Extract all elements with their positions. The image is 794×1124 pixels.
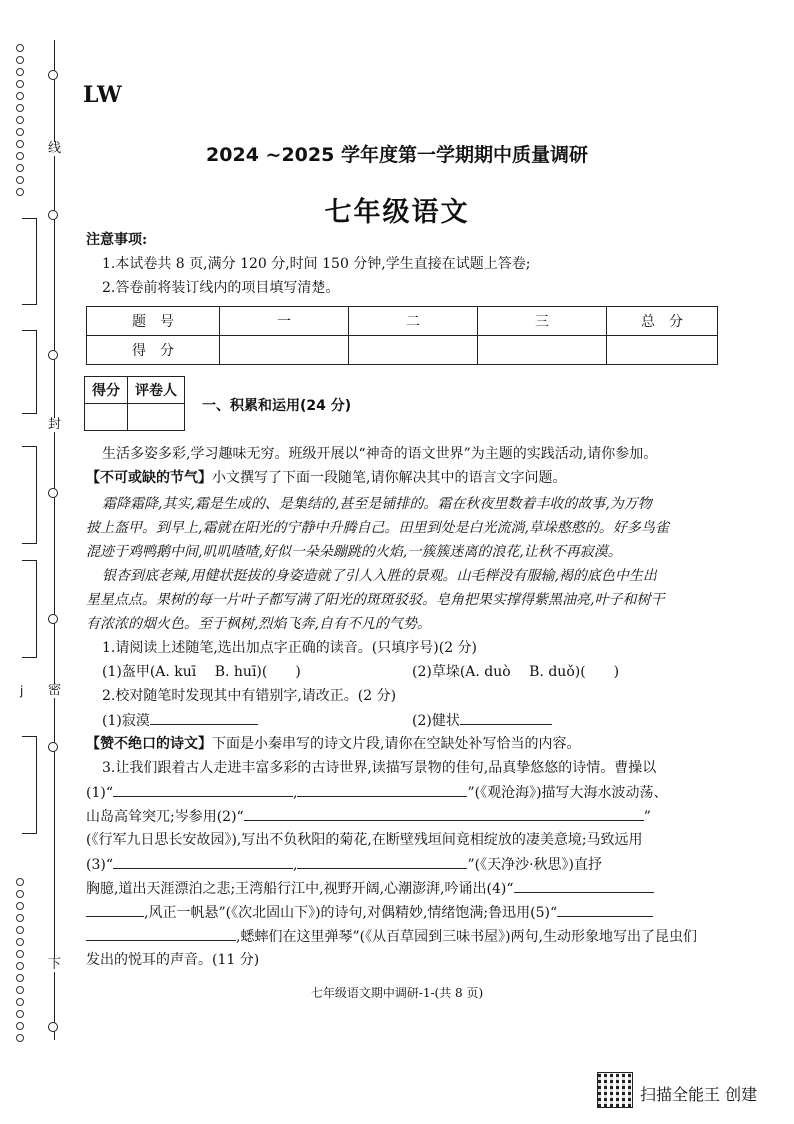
answer-blank[interactable] bbox=[86, 902, 144, 917]
score-cell[interactable] bbox=[607, 336, 718, 365]
binding-field-bracket bbox=[22, 560, 37, 658]
perforation-ring bbox=[16, 1022, 24, 1030]
binding-field-bracket bbox=[22, 218, 37, 305]
binding-mark-feng: 封 bbox=[48, 417, 62, 432]
task-title: 【赞不绝口的诗文】 bbox=[86, 736, 212, 752]
perforation-ring bbox=[16, 116, 24, 124]
score-table-row-label: 得 分 bbox=[87, 336, 220, 365]
page-footer: 七年级语文期中调研-1-(共 8 页) bbox=[310, 986, 484, 1000]
scanner-watermark: 扫描全能王 创建 bbox=[640, 1085, 758, 1104]
question-2-word: (2)健状 bbox=[412, 713, 460, 729]
q3-text: (3)“ bbox=[86, 857, 113, 873]
binding-mark-xian: 线 bbox=[48, 141, 62, 156]
perforation-ring bbox=[16, 176, 24, 184]
essay-line: 星星点点。果树的每一片叶子都写满了阳光的斑斑驳驳。皂角把果实撑得紫黑油亮,叶子和树干 bbox=[86, 592, 665, 608]
binding-field-bracket bbox=[22, 446, 37, 544]
essay-line: 有浓浓的烟火色。至于枫树,烈焰飞奔,自有不凡的气势。 bbox=[86, 616, 431, 632]
q3-text: 山岛高耸突兀;岑参用(2)“ bbox=[86, 809, 244, 825]
question-3-line bbox=[86, 782, 668, 803]
answer-blank[interactable] bbox=[244, 806, 644, 821]
perforation-ring bbox=[16, 902, 24, 910]
binding-field-bracket bbox=[22, 736, 37, 834]
answer-blank[interactable] bbox=[297, 782, 467, 797]
perforation-ring bbox=[16, 890, 24, 898]
perforation-ring bbox=[16, 80, 24, 88]
perforation-ring bbox=[16, 962, 24, 970]
score-table-header-cell: 题 号 bbox=[87, 307, 220, 336]
perforation-ring bbox=[16, 44, 24, 52]
answer-blank[interactable] bbox=[557, 902, 653, 917]
section-intro: 生活多姿多彩,学习趣味无穷。班级开展以“神奇的语文世界”为主题的实践活动,请你参加。 bbox=[102, 446, 658, 462]
binding-dot bbox=[48, 70, 58, 80]
answer-blank[interactable] bbox=[514, 878, 654, 893]
answer-blank[interactable] bbox=[113, 782, 293, 797]
notes-item: 1.本试卷共 8 页,满分 120 分,时间 150 分钟,学生直接在试题上答卷; bbox=[102, 256, 531, 272]
score-table-score-row bbox=[87, 336, 718, 365]
question-1: 1.请阅读上述随笔,选出加点字正确的读音。(只填序号)(2 分) bbox=[102, 640, 478, 656]
binding-mark-mi: 密 bbox=[48, 683, 62, 698]
perforation-ring bbox=[16, 914, 24, 922]
question-3-line bbox=[86, 878, 654, 899]
binding-dot bbox=[48, 488, 58, 498]
question-3-line bbox=[86, 854, 602, 875]
q3-text: ” bbox=[643, 809, 651, 825]
answer-blank[interactable] bbox=[150, 710, 258, 725]
question-3-line: (《行军九日思长安故园》),写出不负秋阳的菊花,在断壁残垣间竟相绽放的凄美意境;马致远用 bbox=[86, 832, 643, 848]
score-cell[interactable] bbox=[220, 336, 349, 365]
score-cell[interactable] bbox=[349, 336, 478, 365]
perforation-ring bbox=[16, 1010, 24, 1018]
binding-dot bbox=[48, 350, 58, 360]
binding-field-bracket bbox=[22, 330, 37, 414]
answer-blank[interactable] bbox=[113, 854, 293, 869]
q3-text: ,风正一帆悬”(《次北固山下》)的诗句,对偶精妙,情绪饱满;鲁迅用(5)“ bbox=[144, 905, 558, 921]
essay-line: 混迹于鸡鸭鹅中间,叽叽喳喳,好似一朵朵蹦跳的火焰,一簇簇迷离的浪花,让秋不再寂漠。 bbox=[86, 544, 622, 560]
task-text: 小文撰写了下面一段随笔,请你解决其中的语言文字问题。 bbox=[212, 470, 567, 486]
question-3-line bbox=[86, 926, 697, 947]
question-1-option-b[interactable]: (2)草垛(A. duò B. duǒ)( ) bbox=[412, 664, 620, 680]
binding-dot bbox=[48, 1022, 58, 1032]
score-table-header-cell: 三 bbox=[478, 307, 607, 336]
question-2-item-a bbox=[102, 710, 258, 731]
answer-blank[interactable] bbox=[86, 926, 236, 941]
answer-blank[interactable] bbox=[297, 854, 467, 869]
q3-text: ”(《观沧海》)描写大海水波动荡、 bbox=[467, 785, 668, 801]
task-heading bbox=[86, 734, 580, 754]
grader-name-cell[interactable] bbox=[128, 404, 185, 431]
question-3-line bbox=[86, 902, 653, 923]
grader-name-label: 评卷人 bbox=[128, 377, 185, 404]
question-1-option-a[interactable]: (1)盔甲(A. kuī B. huī)( ) bbox=[102, 664, 301, 680]
task-title: 【不可或缺的节气】 bbox=[86, 470, 212, 486]
perforation-ring bbox=[16, 938, 24, 946]
grader-score-cell[interactable] bbox=[85, 404, 128, 431]
question-2-word: (1)寂漠 bbox=[102, 713, 150, 729]
score-table-header-cell: 一 bbox=[220, 307, 349, 336]
q3-text: ,蟋蟀们在这里弹琴”(《从百草园到三味书屋》)两句,生动形象地写出了昆虫们 bbox=[236, 929, 697, 945]
perforation-ring bbox=[16, 68, 24, 76]
task-text: 下面是小秦串写的诗文片段,请你在空缺处补写恰当的内容。 bbox=[212, 736, 581, 752]
grader-score-label: 得分 bbox=[85, 377, 128, 404]
subject-title: 七年级语文 bbox=[324, 197, 470, 228]
question-3-line: 3.让我们跟着古人走进丰富多彩的古诗世界,读描写景物的佳句,品真挚悠悠的诗情。曹操以 bbox=[102, 760, 657, 776]
q3-text: 胸臆,道出天涯漂泊之悲;王湾船行江中,视野开阔,心潮澎湃,吟诵出(4)“ bbox=[86, 881, 514, 897]
perforation-ring bbox=[16, 950, 24, 958]
essay-line: 披上盔甲。到早上,霜就在阳光的宁静中升腾自己。田里到处是白光流淌,草垛憨憨的。好多鸟雀 bbox=[86, 520, 669, 536]
q3-text: , bbox=[293, 857, 298, 873]
perforation-ring bbox=[16, 56, 24, 64]
binding-dot bbox=[48, 742, 58, 752]
question-2-item-b bbox=[412, 710, 552, 731]
score-table-header-cell: 二 bbox=[349, 307, 478, 336]
q3-text: , bbox=[293, 785, 298, 801]
answer-blank[interactable] bbox=[460, 710, 552, 725]
perforation-ring bbox=[16, 128, 24, 136]
essay-line: 银杏到底老辣,用健状挺拔的身姿造就了引人入胜的景观。山毛榉没有服输,褐的底色中生出 bbox=[102, 568, 657, 584]
section-title: 一、积累和运用(24 分) bbox=[202, 398, 352, 414]
perforation-ring bbox=[16, 926, 24, 934]
q3-text: (1)“ bbox=[86, 785, 113, 801]
score-cell[interactable] bbox=[478, 336, 607, 365]
perforation-ring bbox=[16, 974, 24, 982]
perforation-ring bbox=[16, 1034, 24, 1042]
notes-item: 2.答卷前将装订线内的项目填写清楚。 bbox=[102, 280, 340, 296]
qr-code-icon bbox=[597, 1072, 633, 1108]
q3-text: ”(《天净沙·秋思》)直抒 bbox=[467, 857, 602, 873]
grader-table bbox=[84, 376, 185, 431]
score-table-header-cell: 总 分 bbox=[607, 307, 718, 336]
question-2: 2.校对随笔时发现其中有错别字,请改正。(2 分) bbox=[102, 688, 397, 704]
essay-line: 霜降霜降,其实,霜是生成的、是集结的,甚至是铺排的。霜在秋夜里数着丰收的故事,为万物 bbox=[102, 496, 652, 512]
binding-mark-xia: 下 bbox=[48, 957, 62, 972]
binding-dot bbox=[48, 614, 58, 624]
perforation-ring bbox=[16, 104, 24, 112]
score-table bbox=[86, 306, 718, 365]
logo: LW bbox=[83, 82, 122, 108]
exam-title: 2024 ~2025 学年度第一学期期中质量调研 bbox=[206, 144, 588, 166]
perforation-ring bbox=[16, 92, 24, 100]
question-3-line: 发出的悦耳的声音。(11 分) bbox=[86, 952, 260, 968]
task-heading bbox=[86, 468, 566, 488]
question-3-line bbox=[86, 806, 651, 827]
score-table-header-row bbox=[87, 307, 718, 336]
perforation-ring bbox=[16, 878, 24, 886]
binding-mark-j: j bbox=[20, 684, 24, 698]
notes-heading: 注意事项: bbox=[86, 232, 148, 248]
